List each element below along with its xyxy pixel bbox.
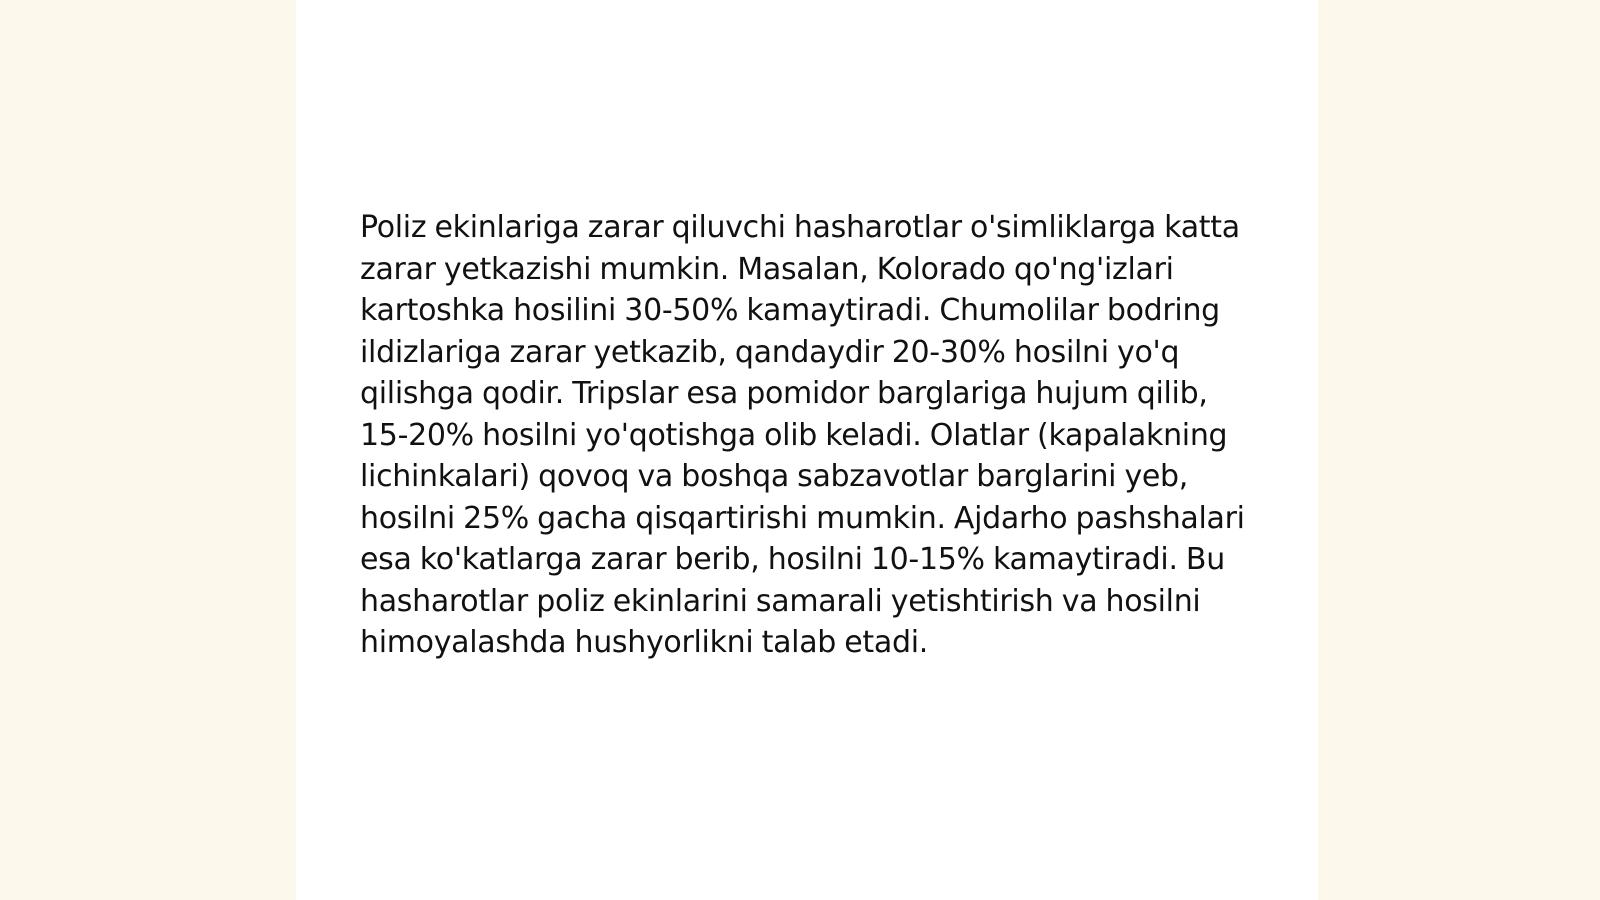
document-page (296, 0, 1318, 900)
body-paragraph: Poliz ekinlariga zarar qiluvchi hasharotlar o'simliklarga katta zarar yetkazishi mumkin. Masalan, Kolorado qo'ng'izlari kartoshka hosilini 30-50% kamaytiradi. Chumolilar bodring ildizlariga zarar yetkazib, qandaydir 20-30% hosilni yo'q qilishga qodir. Tripslar esa pomidor barglariga hujum qilib, 15-20% hosilni yo'qotishga olib keladi. Olatlar (kapalakning lichinkalari) qovoq va boshqa sabzavotlar barglarini yeb, hosilni 25% gacha qisqartirishi mumkin. Ajdarho pashshalari esa ko'katlarga zarar berib, hosilni 10-15% kamaytiradi. Bu hasharotlar poliz ekinlarini samarali yetishtirish va hosilni himoyalashda hushyorlikni talab etadi. (360, 210, 1245, 660)
